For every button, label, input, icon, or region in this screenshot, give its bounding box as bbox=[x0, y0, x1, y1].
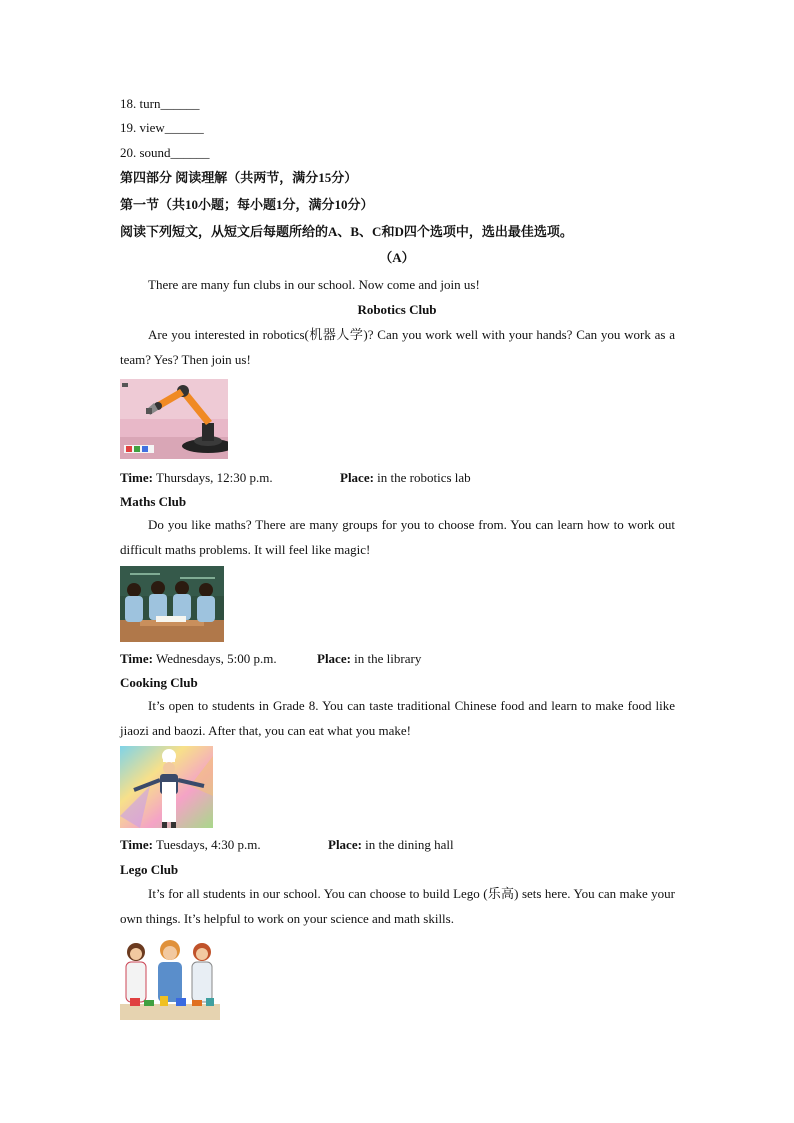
robotics-time: Time: Thursdays, 12:30 p.m. bbox=[120, 470, 273, 485]
lego-club-text: It’s for all students in our school. You can choose to build Lego (乐高) sets here. You can make your own things. It’s helpful to work on your science and math skills. bbox=[120, 886, 675, 926]
students-studying-image bbox=[120, 566, 224, 642]
passage-label: （A） bbox=[379, 250, 415, 265]
robot-arm-image bbox=[120, 379, 228, 459]
cooking-time: Time: Tuesdays, 4:30 p.m. bbox=[120, 837, 261, 852]
cooking-club-text: It’s open to students in Grade 8. You can taste traditional Chinese food and learn to make food like jiaozi and baozi. After that, you can eat what you make! bbox=[120, 698, 675, 738]
robotics-club-title: Robotics Club bbox=[357, 302, 437, 317]
lego-students-image bbox=[120, 936, 220, 1020]
maths-place: Place: in the library bbox=[317, 651, 422, 666]
subsection-title: 第一节（共10小题；每小题1分，满分10分） bbox=[120, 197, 374, 212]
vocab-item-20: 20. sound______ bbox=[120, 145, 210, 160]
maths-time: Time: Wednesdays, 5:00 p.m. bbox=[120, 651, 277, 666]
part-title: 第四部分 阅读理解（共两节，满分15分） bbox=[120, 170, 358, 185]
robotics-club-text: Are you interested in robotics(机器人学)? Can you work well with your hands? Can you work as a team? Yes? Then join us! bbox=[120, 327, 675, 367]
robotics-place: Place: in the robotics lab bbox=[340, 470, 471, 485]
maths-club-title: Maths Club bbox=[120, 494, 187, 509]
lego-club-title: Lego Club bbox=[120, 862, 179, 877]
chef-image bbox=[120, 746, 213, 828]
cooking-place: Place: in the dining hall bbox=[328, 837, 454, 852]
maths-club-text: Do you like maths? There are many groups for you to choose from. You can learn how to work out difficult maths problems. It will feel like magic! bbox=[120, 517, 675, 557]
intro-text: There are many fun clubs in our school. Now come and join us! bbox=[148, 277, 480, 292]
vocab-item-19: 19. view______ bbox=[120, 120, 204, 135]
vocab-item-18: 18. turn______ bbox=[120, 96, 200, 111]
cooking-club-title: Cooking Club bbox=[120, 675, 198, 690]
instructions: 阅读下列短文，从短文后每题所给的A、B、C和D四个选项中，选出最佳选项。 bbox=[120, 224, 573, 239]
